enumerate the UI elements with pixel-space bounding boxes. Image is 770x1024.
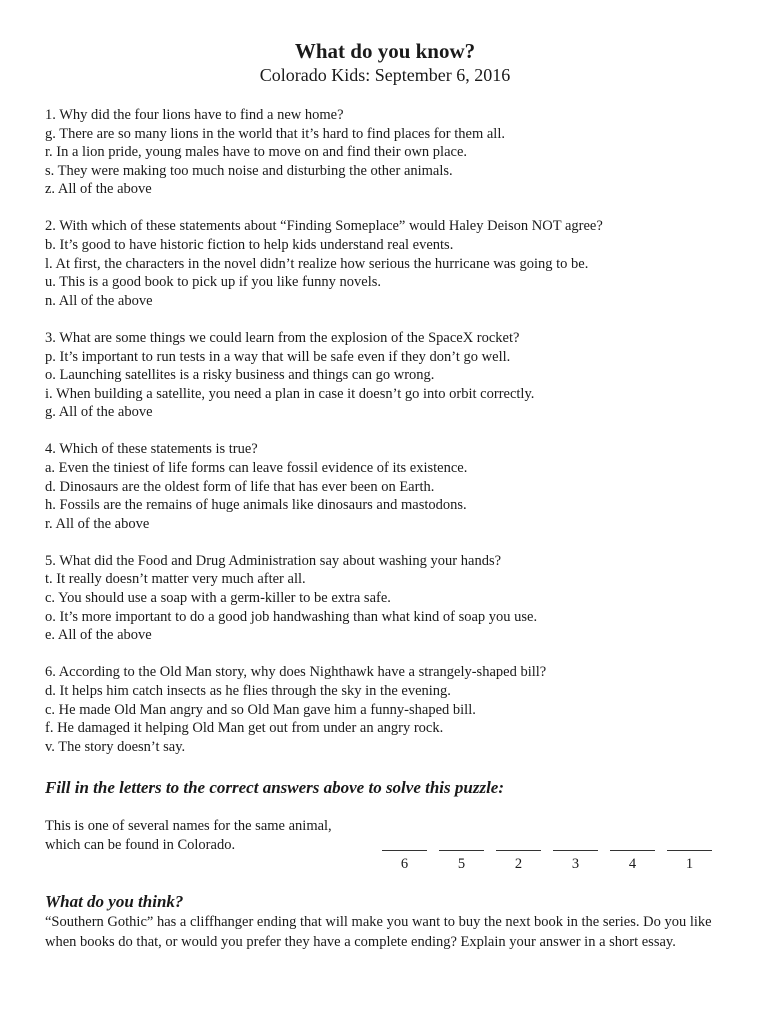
answer-option: o. It’s more important to do a good job handwashing than what kind of soap you use. (45, 608, 538, 625)
answer-option: a. Even the tiniest of life forms can leave fossil evidence of its existence. (45, 460, 468, 476)
answer-option: o. Launching satellites is a risky business and things can go wrong. (45, 367, 435, 384)
puzzle-description-line: This is one of several names for the same animal, (45, 818, 332, 834)
answer-option: d. It helps him catch insects as he flies through the sky in the evening. (45, 682, 451, 699)
answer-option: r. In a lion pride, young males have to move on and find their own place. (45, 144, 468, 161)
puzzle-description-line: which can be found in Colorado. (45, 837, 236, 853)
answer-option: u. This is a good book to pick up if you like funny novels. (45, 274, 382, 291)
blank-number: 1 (685, 856, 694, 872)
question-text: 6. According to the Old Man story, why does Nighthawk have a strangely-shaped bill? (45, 664, 547, 681)
puzzle-blank[interactable] (610, 838, 655, 873)
answer-option: s. They were making too much noise and disturbing the other animals. (45, 162, 453, 179)
question-text: 5. What did the Food and Drug Administration say about washing your hands? (45, 552, 502, 569)
answer-option: c. You should use a soap with a germ-killer to be extra safe. (45, 590, 391, 607)
question-4 (45, 440, 745, 533)
answer-option: e. All of the above (45, 627, 152, 644)
answer-option: v. The story doesn’t say. (45, 738, 186, 755)
answer-option: h. Fossils are the remains of huge animals like dinosaurs and mastodons. (45, 497, 467, 514)
blank-number: 5 (457, 856, 466, 872)
answer-option: t. It really doesn’t matter very much after all. (45, 571, 306, 588)
blank-line (496, 850, 541, 851)
blank-line (610, 850, 655, 851)
answer-option: g. There are so many lions in the world that it’s hard to find places for them all. (45, 125, 505, 142)
puzzle-blank[interactable] (496, 838, 541, 873)
question-text: 4. Which of these statements is true? (45, 441, 258, 458)
puzzle-blank[interactable] (667, 838, 712, 873)
blank-line (439, 850, 484, 851)
puzzle-description (45, 817, 375, 855)
question-text: 3. What are some things we could learn from the explosion of the SpaceX rocket? (45, 329, 520, 346)
think-heading: What do you think? (45, 892, 184, 911)
page-subtitle: Colorado Kids: September 6, 2016 (259, 65, 511, 85)
blank-number: 6 (400, 856, 409, 872)
question-1 (45, 106, 745, 199)
question-list (45, 106, 745, 775)
blank-number: 3 (571, 856, 580, 872)
puzzle-heading: Fill in the letters to the correct answers above to solve this puzzle: (45, 778, 504, 797)
answer-option: b. It’s good to have historic fiction to help kids understand real events. (45, 237, 454, 254)
blank-number: 2 (514, 856, 523, 872)
answer-option: n. All of the above (45, 292, 153, 309)
question-3 (45, 329, 745, 422)
answer-option: l. At first, the characters in the novel didn’t realize how serious the hurricane was going to be. (45, 255, 589, 272)
puzzle-blanks (382, 838, 722, 878)
question-6 (45, 663, 745, 756)
page-title: What do you know? (294, 39, 476, 63)
answer-option: g. All of the above (45, 404, 153, 421)
answer-option: p. It’s important to run tests in a way that will be safe even if they don’t go well. (45, 348, 511, 365)
question-2 (45, 217, 745, 310)
answer-option: c. He made Old Man angry and so Old Man gave him a funny-shaped bill. (45, 701, 476, 718)
blank-line (667, 850, 712, 851)
question-5 (45, 552, 745, 645)
puzzle-blank[interactable] (553, 838, 598, 873)
think-prompt: “Southern Gothic” has a cliffhanger ending that will make you want to buy the next book in the series. Do you like when books do that, or would you prefer they have a complete ending? Explain your answer in a short essay. (45, 914, 712, 950)
puzzle-blank[interactable] (439, 838, 484, 873)
question-text: 1. Why did the four lions have to find a new home? (45, 107, 344, 123)
answer-option: i. When building a satellite, you need a plan in case it doesn’t go into orbit correctly. (45, 385, 535, 402)
answer-option: z. All of the above (45, 181, 152, 198)
blank-line (382, 850, 427, 851)
blank-line (553, 850, 598, 851)
puzzle-blank[interactable] (382, 838, 427, 873)
answer-option: f. He damaged it helping Old Man get out from under an angry rock. (45, 720, 444, 737)
answer-option: d. Dinosaurs are the oldest form of life that has ever been on Earth. (45, 478, 435, 495)
answer-option: r. All of the above (45, 515, 150, 532)
question-text: 2. With which of these statements about “Finding Someplace” would Haley Deison NOT agree? (45, 218, 603, 235)
blank-number: 4 (628, 856, 637, 872)
